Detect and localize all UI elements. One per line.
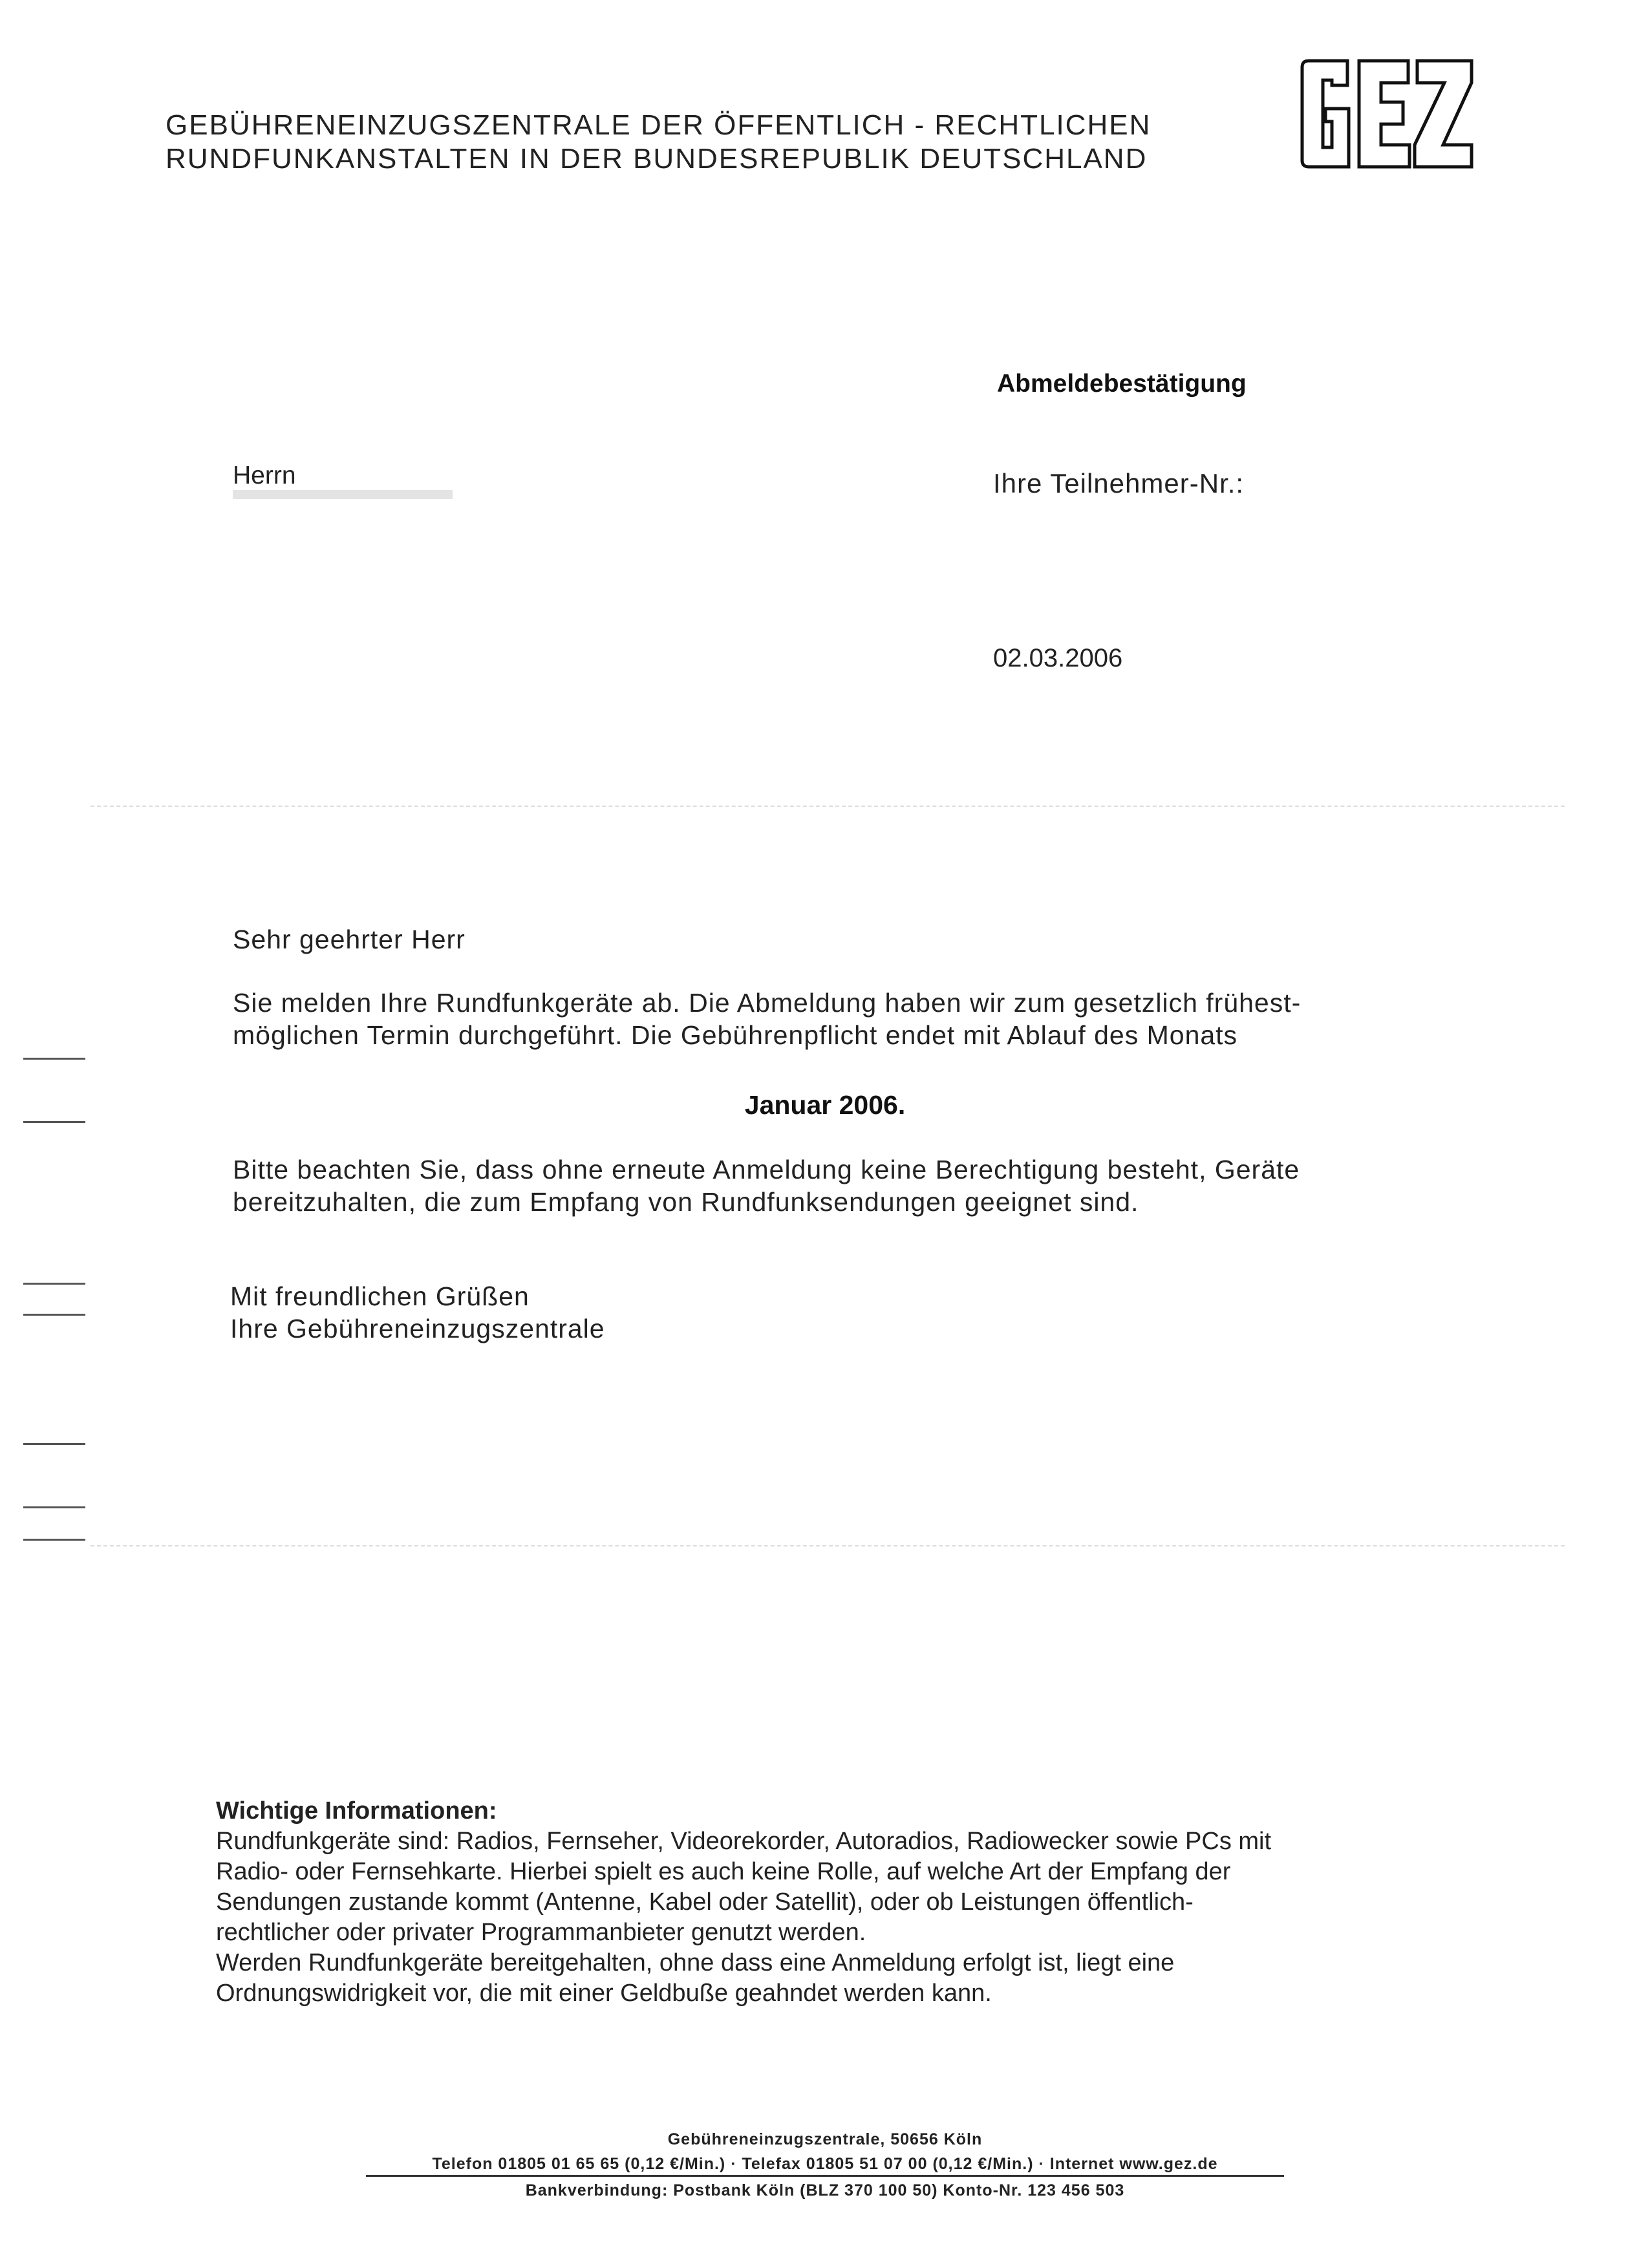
paragraph-line: Bitte beachten Sie, dass ohne erneute Anmeldung keine Berechtigung besteht, Geräte: [233, 1155, 1300, 1184]
info-line: Rundfunkgeräte sind: Radios, Fernseher, Videorekorder, Autoradios, Radiowecker sowie PCs mit: [216, 1828, 1272, 1855]
margin-mark: [23, 1058, 85, 1060]
paragraph-line: möglichen Termin durchgeführt. Die Gebührenpflicht endet mit Ablauf des Monats: [233, 1020, 1238, 1050]
footer-rule: [366, 2175, 1284, 2177]
organization-name: [166, 109, 1151, 176]
info-line: rechtlicher oder privater Programmanbieter genutzt werden.: [216, 1919, 866, 1946]
closing-line: Mit freundlichen Grüßen: [230, 1281, 530, 1311]
margin-mark: [23, 1539, 85, 1541]
document-title: Abmeldebestätigung: [997, 370, 1247, 398]
info-line: Ordnungswidrigkeit vor, die mit einer Geldbuße geahndet werden kann.: [216, 1980, 992, 2007]
info-heading: Wichtige Informationen:: [216, 1797, 497, 1824]
gez-logo: [1297, 57, 1475, 171]
subscriber-number-label: Ihre Teilnehmer-Nr.:: [993, 468, 1245, 498]
important-information: [216, 1796, 1470, 2009]
margin-mark: [23, 1121, 85, 1123]
footer-contact: Telefon 01805 01 65 65 (0,12 €/Min.) · Telefax 01805 51 07 00 (0,12 €/Min.) · Internet www.gez.de: [432, 2155, 1218, 2173]
footer: [0, 2127, 1650, 2176]
recipient-salutation: Herrn: [233, 462, 296, 489]
info-line: Werden Rundfunkgeräte bereitgehalten, ohne dass eine Anmeldung erfolgt ist, liegt eine: [216, 1949, 1175, 1976]
info-line: Sendungen zustande kommt (Antenne, Kabel oder Satellit), oder ob Leistungen öffentlich-: [216, 1888, 1194, 1916]
letter-date: 02.03.2006: [993, 644, 1123, 672]
paragraph-line: bereitzuhalten, die zum Empfang von Rundfunksendungen geeignet sind.: [233, 1187, 1139, 1217]
letter-closing: [230, 1280, 605, 1345]
paragraph-deregistration: [233, 987, 1301, 1051]
info-line: Radio- oder Fernsehkarte. Hierbei spielt es auch keine Rolle, auf welche Art der Empfang der: [216, 1858, 1231, 1885]
closing-line: Ihre Gebühreneinzugszentrale: [230, 1314, 605, 1343]
fold-line: [91, 1545, 1565, 1546]
organization-name-line1: GEBÜHRENEINZUGSZENTRALE DER ÖFFENTLICH - RECHTLICHEN: [166, 109, 1152, 141]
paragraph-notice: [233, 1153, 1300, 1218]
letter-salutation: Sehr geehrter Herr: [233, 925, 466, 954]
footer-address: Gebühreneinzugszentrale, 50656 Köln: [667, 2130, 983, 2148]
organization-name-line2: RUNDFUNKANSTALTEN IN DER BUNDESREPUBLIK DEUTSCHLAND: [166, 143, 1148, 175]
paragraph-line: Sie melden Ihre Rundfunkgeräte ab. Die Abmeldung haben wir zum gesetzlich frühest-: [233, 988, 1302, 1018]
margin-mark: [23, 1506, 85, 1508]
redacted-recipient: [233, 490, 453, 499]
margin-mark: [23, 1443, 85, 1445]
end-month: Januar 2006.: [744, 1090, 906, 1120]
fold-line: [91, 806, 1565, 807]
footer-bank-details: Bankverbindung: Postbank Köln (BLZ 370 100 50) Konto-Nr. 123 456 503: [525, 2181, 1125, 2199]
margin-mark: [23, 1283, 85, 1285]
margin-mark: [23, 1314, 85, 1316]
